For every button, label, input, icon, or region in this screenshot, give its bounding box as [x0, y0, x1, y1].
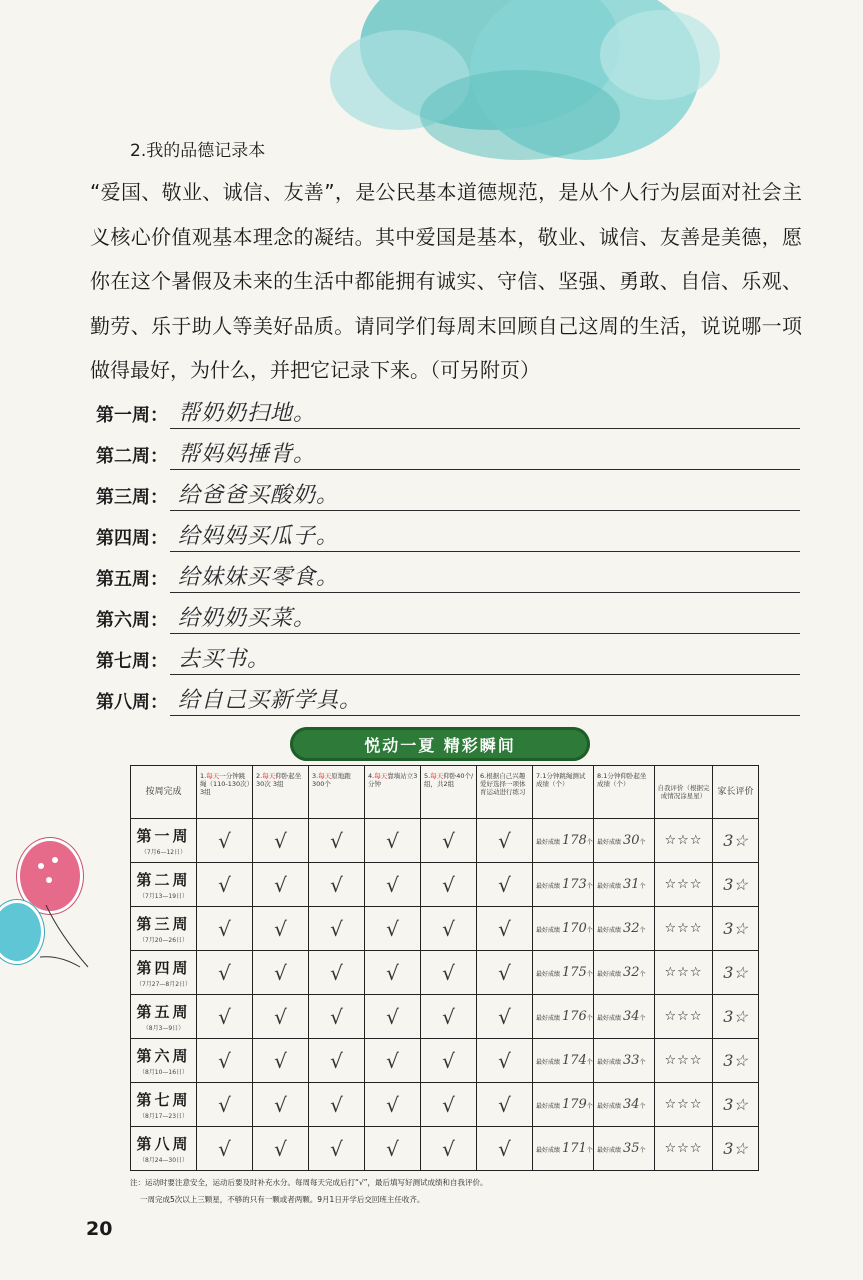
- header-situps-test: 8.1分钟仰卧起坐成绩（个）: [594, 766, 655, 819]
- week-label: 第三周：: [96, 487, 168, 508]
- header-num: 5.: [424, 772, 431, 780]
- table-row: [131, 907, 759, 951]
- table-row: [131, 1039, 759, 1083]
- week-cell: [131, 951, 197, 995]
- situps-test-value: 35: [622, 1141, 640, 1156]
- parent-eval-cell[interactable]: 3☆: [713, 1039, 759, 1083]
- rope-test-value: 176: [561, 1009, 587, 1024]
- answer-line: [170, 640, 800, 675]
- unit-label: 个: [639, 883, 646, 890]
- table-row: [131, 951, 759, 995]
- check-cell[interactable]: √: [477, 907, 533, 951]
- check-cell[interactable]: √: [365, 1127, 421, 1171]
- table-notes: [130, 1174, 780, 1208]
- situps-test-cell[interactable]: [594, 907, 655, 951]
- table-row: [131, 819, 759, 863]
- note-line: 一周完成5次以上三颗星，不够的只有一颗或者两颗。9月1日开学后交回班主任收齐。: [140, 1195, 425, 1204]
- rope-test-cell[interactable]: [533, 907, 594, 951]
- week-name: 第六周: [136, 1047, 191, 1065]
- check-cell[interactable]: √: [253, 1127, 309, 1171]
- parent-eval-cell[interactable]: 3☆: [713, 995, 759, 1039]
- header-parent-eval: 家长评价: [713, 766, 759, 819]
- weekly-record-list: [96, 388, 800, 716]
- unit-label: 个: [586, 1103, 593, 1110]
- unit-label: 个: [639, 1103, 646, 1110]
- week-name: 第二周: [136, 871, 191, 889]
- rope-test-cell[interactable]: [533, 1083, 594, 1127]
- unit-label: 个: [586, 1059, 593, 1066]
- exercise-tracker-table: [130, 765, 759, 1171]
- rope-test-value: 174: [561, 1053, 587, 1068]
- situps-test-value: 30: [622, 833, 640, 848]
- header-daily-mark: 每天: [374, 772, 388, 780]
- answer-line: [170, 435, 800, 470]
- handwritten-entry: 给爸爸买酸奶。: [178, 483, 340, 508]
- record-label: 最好成绩: [597, 1147, 622, 1154]
- self-eval-stars[interactable]: ☆☆☆: [655, 951, 713, 995]
- unit-label: 个: [586, 971, 593, 978]
- check-cell[interactable]: √: [253, 995, 309, 1039]
- header-text: 仰卧起坐30次 3组: [256, 772, 302, 788]
- header-run-daily: [309, 766, 365, 819]
- check-cell[interactable]: √: [197, 863, 253, 907]
- rope-test-cell[interactable]: [533, 995, 594, 1039]
- check-cell[interactable]: √: [197, 907, 253, 951]
- week-dates: （7月13—19日）: [138, 893, 189, 900]
- rope-test-value: 173: [561, 877, 587, 892]
- self-eval-stars[interactable]: ☆☆☆: [655, 1127, 713, 1171]
- check-cell[interactable]: √: [477, 1083, 533, 1127]
- week-dates: （8月3—9日）: [142, 1025, 185, 1032]
- unit-label: 个: [586, 1147, 593, 1154]
- handwritten-entry: 给妈妈买瓜子。: [178, 524, 340, 549]
- weekly-record-row: [96, 511, 800, 552]
- weekly-record-row: [96, 552, 800, 593]
- week-cell: [131, 1127, 197, 1171]
- check-cell[interactable]: √: [477, 951, 533, 995]
- week-label: 第七周：: [96, 651, 168, 672]
- header-text: 仰卧40个/组，共2组: [424, 772, 474, 788]
- table-row: [131, 1083, 759, 1127]
- week-name: 第三周: [136, 915, 191, 933]
- week-cell: [131, 1039, 197, 1083]
- header-situps-daily: [253, 766, 309, 819]
- weekly-record-row: [96, 388, 800, 429]
- situps-test-value: 34: [622, 1097, 640, 1112]
- parent-eval-cell[interactable]: 3☆: [713, 1083, 759, 1127]
- weekly-record-row: [96, 675, 800, 716]
- header-text: 原地跑300个: [312, 772, 351, 788]
- handwritten-entry: 去买书。: [178, 647, 271, 672]
- check-cell[interactable]: √: [365, 863, 421, 907]
- check-cell[interactable]: √: [477, 1127, 533, 1171]
- header-num: 2.: [256, 772, 263, 780]
- week-name: 第七周: [136, 1091, 191, 1109]
- check-cell[interactable]: √: [421, 863, 477, 907]
- table-row: [131, 995, 759, 1039]
- check-cell[interactable]: √: [421, 1083, 477, 1127]
- parent-eval-cell[interactable]: 3☆: [713, 1127, 759, 1171]
- check-cell[interactable]: √: [309, 907, 365, 951]
- header-daily-mark: 每天: [318, 772, 332, 780]
- header-wall-stand-daily: [365, 766, 421, 819]
- situps-test-value: 34: [622, 1009, 640, 1024]
- check-cell[interactable]: √: [421, 907, 477, 951]
- weekly-record-row: [96, 470, 800, 511]
- record-label: 最好成绩: [597, 839, 622, 846]
- record-label: 最好成绩: [536, 839, 561, 846]
- week-dates: （7月20—26日）: [138, 937, 189, 944]
- header-text: 一分钟跳绳（110-130次）3组: [200, 772, 250, 796]
- header-num: 3.: [312, 772, 319, 780]
- rope-test-cell[interactable]: [533, 1127, 594, 1171]
- situps-test-cell[interactable]: [594, 819, 655, 863]
- check-cell[interactable]: √: [365, 1083, 421, 1127]
- check-cell[interactable]: √: [421, 1127, 477, 1171]
- self-eval-stars[interactable]: ☆☆☆: [655, 863, 713, 907]
- check-cell[interactable]: √: [253, 907, 309, 951]
- self-eval-stars[interactable]: ☆☆☆: [655, 819, 713, 863]
- week-label: 第五周：: [96, 569, 168, 590]
- check-cell[interactable]: √: [421, 819, 477, 863]
- unit-label: 个: [639, 1059, 646, 1066]
- check-cell[interactable]: √: [197, 1083, 253, 1127]
- check-cell[interactable]: √: [253, 1039, 309, 1083]
- unit-label: 个: [586, 1015, 593, 1022]
- situps-test-cell[interactable]: [594, 995, 655, 1039]
- header-self-eval: 自我评价（根据完成情况涂星星）: [655, 766, 713, 819]
- section-title: 2.我的品德记录本: [130, 141, 266, 161]
- record-label: 最好成绩: [597, 927, 622, 934]
- unit-label: 个: [639, 927, 646, 934]
- check-cell[interactable]: √: [197, 819, 253, 863]
- check-cell[interactable]: √: [365, 819, 421, 863]
- header-num: 1.: [200, 772, 207, 780]
- table-row: [131, 863, 759, 907]
- parent-eval-cell[interactable]: 3☆: [713, 951, 759, 995]
- unit-label: 个: [586, 839, 593, 846]
- week-label: 第四周：: [96, 528, 168, 549]
- record-label: 最好成绩: [597, 971, 622, 978]
- check-cell[interactable]: √: [477, 1039, 533, 1083]
- self-eval-stars[interactable]: ☆☆☆: [655, 907, 713, 951]
- situps-test-value: 33: [622, 1053, 640, 1068]
- check-cell[interactable]: √: [309, 995, 365, 1039]
- check-cell[interactable]: √: [421, 951, 477, 995]
- self-eval-stars[interactable]: ☆☆☆: [655, 1039, 713, 1083]
- header-rope-test: 7.1分钟跳绳测试成绩（个）: [533, 766, 594, 819]
- record-label: 最好成绩: [597, 1059, 622, 1066]
- rope-test-value: 179: [561, 1097, 587, 1112]
- page-number: 20: [86, 1218, 113, 1240]
- answer-line: [170, 517, 800, 552]
- weekly-record-row: [96, 634, 800, 675]
- balloon-dot: [38, 863, 44, 869]
- week-name: 第四周: [136, 959, 191, 977]
- week-label: 第八周：: [96, 692, 168, 713]
- handwritten-entry: 帮奶奶扫地。: [178, 401, 317, 426]
- check-cell[interactable]: √: [365, 1039, 421, 1083]
- check-cell[interactable]: √: [197, 1127, 253, 1171]
- unit-label: 个: [639, 839, 646, 846]
- header-daily-mark: 每天: [262, 772, 276, 780]
- rope-test-value: 178: [561, 833, 587, 848]
- handwritten-entry: 帮妈妈捶背。: [178, 442, 317, 467]
- week-cell: [131, 819, 197, 863]
- handwritten-entry: 给奶奶买菜。: [178, 606, 317, 631]
- rope-test-cell[interactable]: [533, 863, 594, 907]
- header-week: 按周完成: [131, 766, 197, 819]
- week-name: 第八周: [136, 1135, 191, 1153]
- situps-test-value: 31: [622, 877, 640, 892]
- check-cell[interactable]: √: [253, 863, 309, 907]
- week-cell: [131, 863, 197, 907]
- rope-test-value: 170: [561, 921, 587, 936]
- situps-test-value: 32: [622, 921, 640, 936]
- answer-line: [170, 599, 800, 634]
- week-dates: （7月6—12日）: [140, 849, 187, 856]
- balloon-dot: [52, 857, 58, 863]
- situps-test-cell[interactable]: [594, 1127, 655, 1171]
- answer-line: [170, 681, 800, 716]
- parent-eval-cell[interactable]: 3☆: [713, 819, 759, 863]
- record-label: 最好成绩: [536, 1015, 561, 1022]
- unit-label: 个: [639, 1147, 646, 1154]
- balloon-string-icon: [40, 905, 100, 975]
- cloud-decoration: [600, 10, 720, 100]
- week-label: 第六周：: [96, 610, 168, 631]
- week-cell: [131, 995, 197, 1039]
- record-label: 最好成绩: [536, 927, 561, 934]
- situps-test-cell[interactable]: [594, 1083, 655, 1127]
- handwritten-entry: 给妹妹买零食。: [178, 565, 340, 590]
- situps-test-cell[interactable]: [594, 951, 655, 995]
- check-cell[interactable]: √: [365, 907, 421, 951]
- record-label: 最好成绩: [536, 1103, 561, 1110]
- check-cell[interactable]: √: [197, 951, 253, 995]
- record-label: 最好成绩: [597, 1015, 622, 1022]
- check-cell[interactable]: √: [477, 863, 533, 907]
- cloud-decoration: [420, 70, 620, 160]
- activity-banner: 悦动一夏 精彩瞬间: [290, 727, 590, 761]
- check-cell[interactable]: √: [253, 951, 309, 995]
- unit-label: 个: [586, 927, 593, 934]
- week-cell: [131, 907, 197, 951]
- week-name: 第一周: [136, 827, 191, 845]
- unit-label: 个: [639, 971, 646, 978]
- header-daily-mark: 每天: [206, 772, 220, 780]
- check-cell[interactable]: √: [309, 1083, 365, 1127]
- week-name: 第五周: [136, 1003, 191, 1021]
- check-cell[interactable]: √: [365, 951, 421, 995]
- record-label: 最好成绩: [536, 971, 561, 978]
- check-cell[interactable]: √: [309, 951, 365, 995]
- check-cell[interactable]: √: [477, 819, 533, 863]
- check-cell[interactable]: √: [253, 819, 309, 863]
- rope-test-cell[interactable]: [533, 951, 594, 995]
- week-dates: （8月10—16日）: [138, 1069, 189, 1076]
- answer-line: [170, 476, 800, 511]
- week-cell: [131, 1083, 197, 1127]
- header-pushups-daily: [421, 766, 477, 819]
- week-label: 第一周：: [96, 405, 168, 426]
- parent-eval-cell[interactable]: 3☆: [713, 863, 759, 907]
- self-eval-stars[interactable]: ☆☆☆: [655, 1083, 713, 1127]
- week-dates: （8月24—30日）: [138, 1157, 189, 1164]
- header-rope-daily: [197, 766, 253, 819]
- situps-test-cell[interactable]: [594, 863, 655, 907]
- week-label: 第二周：: [96, 446, 168, 467]
- week-dates: （8月17—23日）: [138, 1113, 189, 1120]
- rope-test-value: 175: [561, 965, 587, 980]
- check-cell[interactable]: √: [309, 1127, 365, 1171]
- instruction-paragraph: “爱国、敬业、诚信、友善”，是公民基本道德规范，是从个人行为层面对社会主义核心价值观基本理念的凝结。其中爱国是基本，敬业、诚信、友善是美德，愿你在这个暑假及未来的生活中都能拥有诚实、守信、坚强、勇敢、自信、乐观、勤劳、乐于助人等美好品质。请同学们每周末回顾自己这周的生活，说说哪一项做得最好，为什么，并把它记录下来。（可另附页）: [90, 180, 802, 382]
- check-cell[interactable]: √: [197, 1039, 253, 1083]
- check-cell[interactable]: √: [477, 995, 533, 1039]
- weekly-record-row: [96, 429, 800, 470]
- header-text: 靠墙站立3分钟: [368, 772, 418, 788]
- check-cell[interactable]: √: [309, 863, 365, 907]
- record-label: 最好成绩: [597, 1103, 622, 1110]
- check-cell[interactable]: √: [421, 1039, 477, 1083]
- answer-line: [170, 558, 800, 593]
- check-cell[interactable]: √: [197, 995, 253, 1039]
- balloon-dot: [46, 877, 52, 883]
- record-label: 最好成绩: [536, 883, 561, 890]
- rope-test-cell[interactable]: [533, 819, 594, 863]
- situps-test-cell[interactable]: [594, 1039, 655, 1083]
- header-hobby-sport: 6.根据自己兴趣爱好选择一项体育运动进行练习: [477, 766, 533, 819]
- self-eval-stars[interactable]: ☆☆☆: [655, 995, 713, 1039]
- unit-label: 个: [586, 883, 593, 890]
- record-label: 最好成绩: [597, 883, 622, 890]
- unit-label: 个: [639, 1015, 646, 1022]
- check-cell[interactable]: √: [309, 1039, 365, 1083]
- note-line: 注：运动时要注意安全，运动后要及时补充水分。每周每天完成后打“√”，最后填写好测试成绩和自我评价。: [130, 1178, 488, 1187]
- week-dates: （7月27—8月2日）: [135, 981, 192, 988]
- weekly-record-row: [96, 593, 800, 634]
- check-cell[interactable]: √: [309, 819, 365, 863]
- parent-eval-cell[interactable]: 3☆: [713, 907, 759, 951]
- check-cell[interactable]: √: [421, 995, 477, 1039]
- check-cell[interactable]: √: [365, 995, 421, 1039]
- record-label: 最好成绩: [536, 1059, 561, 1066]
- header-num: 4.: [368, 772, 375, 780]
- record-label: 最好成绩: [536, 1147, 561, 1154]
- rope-test-value: 171: [561, 1141, 587, 1156]
- situps-test-value: 32: [622, 965, 640, 980]
- answer-line: [170, 394, 800, 429]
- table-header-row: [131, 766, 759, 819]
- rope-test-cell[interactable]: [533, 1039, 594, 1083]
- handwritten-entry: 给自己买新学具。: [178, 688, 363, 713]
- check-cell[interactable]: √: [253, 1083, 309, 1127]
- header-daily-mark: 每天: [430, 772, 444, 780]
- table-row: [131, 1127, 759, 1171]
